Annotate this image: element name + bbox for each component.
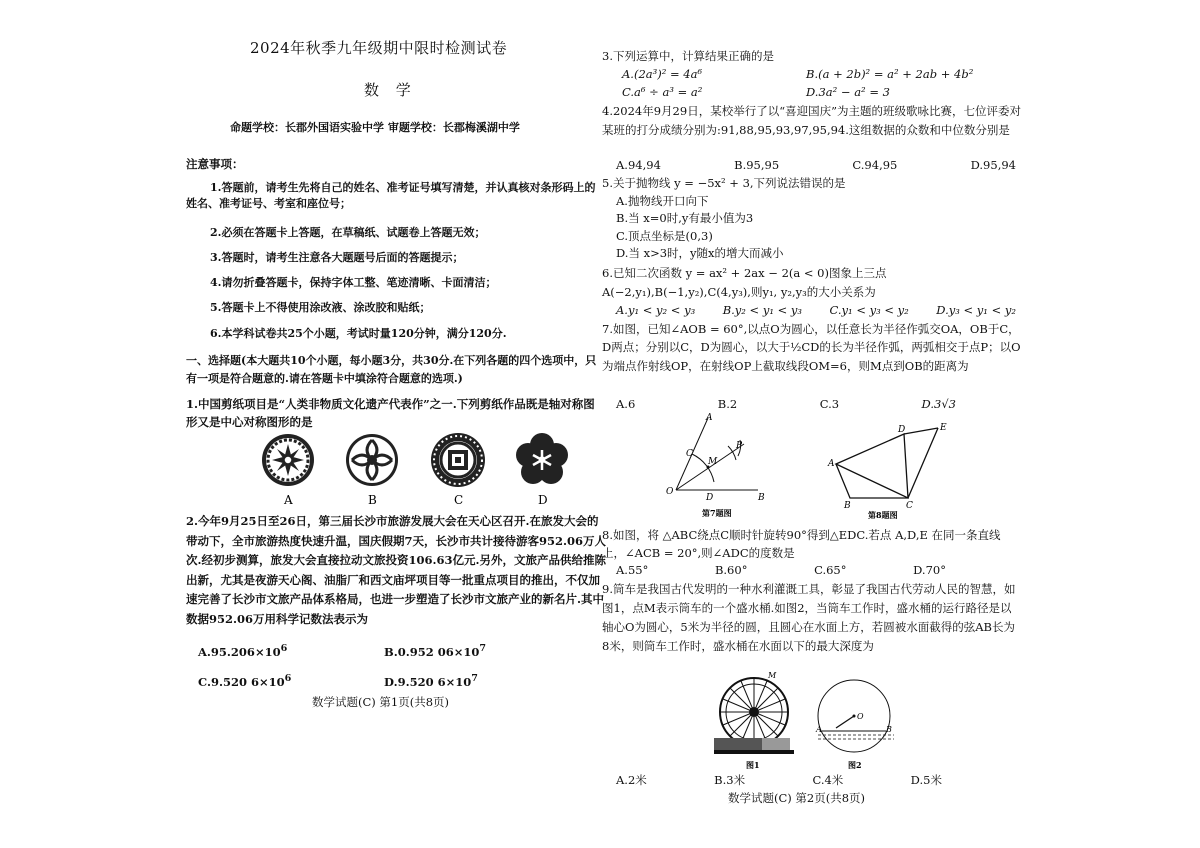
q7-option: A.6 [616,397,636,411]
notice-item: 2.必须在答题卡上答题，在草稿纸、试题卷上答题无效； [210,226,486,239]
q2-option-a: $A.95.206\times 10^6$ [198,643,288,659]
q4-options [616,157,1016,174]
fig-label-c: C [454,493,464,507]
question-8: 8.如图，将 △ABC绕点C顺时针旋转90°得到△EDC.若点 A,D,E 在同一条直线上，∠ACB = 20°,则∠ADC的度数是 [602,528,1001,561]
q8-option: D.70° [913,563,946,577]
q5-option-b: B.当 x=0时,y有最小值为3 [616,211,754,225]
q7-option: C.3 [819,397,840,411]
q3-option-b: B.(a + 2b)² = a² + 2ab + 4b² [806,67,974,81]
paper-cut-c-icon [431,433,485,487]
q8-option: A.55° [616,563,649,577]
water-wheel-icon [714,678,794,754]
paper-cut-b-icon [346,434,398,486]
fig8-caption: 第8题图 [868,510,898,520]
page-footer: 数学试题(C) 第2页(共8页) [728,791,866,805]
q3-option-c: C.a⁶ ÷ a³ = a² [622,85,703,99]
fig7-label: D [706,493,714,503]
fig7-label: M [708,457,718,467]
q2-option-b: B.0.952 $06\times 10^7$ [384,643,487,659]
q8-option: C.65° [814,563,847,577]
q2-option-c: C.9.520 $6\times 10^6$ [198,673,292,689]
question-5: 5.关于抛物线 y = −5x² + 3,下列说法错误的是 [602,176,846,190]
q3-option-a: A.(2a³)² = 4a⁶ [622,67,703,81]
paper-cut-a-icon [262,434,314,486]
fig7-caption: 第7题图 [702,508,732,518]
q5-option-a: A.抛物线开口向下 [616,194,709,208]
notice-item: 3.答题时，请考生注意各大题题号后面的答题提示； [210,251,464,264]
q8-options [616,562,946,579]
fig9-label: M [768,671,777,680]
q5-option-d: D.当 x>3时，y随x的增大而减小 [616,246,784,260]
paper-cut-d-icon [516,433,568,484]
question-3: 3.下列运算中，计算结果正确的是 [602,49,774,63]
fig9-label: O [857,712,864,721]
school-info: 命题学校：长郡外国语实验中学 审题学校：长郡梅溪湖中学 [230,121,520,134]
question-9: 9.筒车是我国古代发明的一种水利灌溉工具，彰显了我国古代劳动人民的智慧，如图1，点M表示筒车的一个盛水桶.如图2，当筒车工作时，盛水桶的运行路径是以轴心O为圆心，5米为半径的圆，且圆心在水面上方，若圆被水面截得的弦AB长为8米，则筒车工作时，盛水桶在水面以下的最大深度为 [602,582,1016,653]
fig8-label: C [906,501,913,511]
fig7-label: A [706,413,713,423]
left-page [186,0,606,848]
section-heading: 一、选择题(本大题共10个小题，每小题3分，共30分.在下列各题的四个选项中，只有一项是符合题意的.请在答题卡中填涂符合题意的选项.) [186,354,597,385]
q7-option: B.2 [717,397,738,411]
fig9-label: B [886,725,892,734]
notice-item: 5.答题卡上不得使用涂改液、涂改胶和贴纸； [210,301,431,314]
q6-options [616,302,1016,319]
paper-cut-figures [246,432,576,508]
circle-diagram [818,680,894,752]
question-2: 2.今年9月25日至26日，第三届长沙市旅游发展大会在天心区召开.在旅发大会的带动下，全市旅游热度快速升温，国庆假期7天，长沙市共计接待游客952.06万人次.经初步测算，旅发大会直接拉动文旅投资106.63亿元.另外，文旅产品供给推陈出新，尤其是夜游天心阁、油脂厂和西文庙坪项目等一批重点项目的推出，不仅加速完善了长沙市文旅产品体系格局，也进一步塑造了长沙市文旅产业的新名片.其中数据952.06万用科学记数法表示为 [186,514,607,626]
q6-option: C.y₁ < y₃ < y₂ [829,303,909,317]
fig7-label: P [736,441,743,451]
q6-option: A.y₁ < y₂ < y₃ [616,303,696,317]
question-1: 1.中国剪纸项目是“人类非物质文化遗产代表作”之一.下列剪纸作品既是轴对称图形又是中心对称图形的是 [186,397,595,429]
q9-option: D.5米 [910,773,942,787]
figure-9 [714,668,904,772]
page-footer: 数学试题(C) 第1页(共8页) [312,695,450,709]
fig-label-d: D [538,493,548,507]
fig9-caption-1: 图1 [746,760,760,770]
exam-title: 2024年秋季九年级期中限时检测试卷 [250,39,508,57]
fig9-label: A [816,725,822,734]
q9-option: B.3米 [714,773,746,787]
q8-option: B.60° [714,563,748,577]
q7-option: D.3√3 [921,397,956,411]
fig8-label: D [898,425,906,435]
fig9-caption-2: 图2 [848,760,862,770]
fig7-label: B [758,493,765,503]
fig7-label: C [686,449,693,459]
fig7-label: O [666,487,674,497]
q9-options [616,772,942,789]
q4-option: B.95,95 [734,158,780,172]
subject-title: 数 学 [364,81,417,99]
q7-options [616,396,956,413]
q9-option: C.4米 [812,773,844,787]
fig-label-b: B [368,493,377,507]
q4-option: D.95,94 [970,158,1016,172]
notice-heading: 注意事项： [186,157,244,171]
q6-option: D.y₃ < y₁ < y₂ [936,303,1016,317]
question-6: 6.已知二次函数 y = ax² + 2ax − 2(a < 0)图象上三点 A(−2,y₁),B(−1,y₂),C(4,y₃),则y₁, y₂,y₃的大小关系为 [602,266,887,299]
q3-option-d: D.3a² − a² = 3 [806,85,890,99]
q5-option-c: C.顶点坐标是(0,3) [616,229,713,243]
figure-7 [662,412,782,520]
fig8-label: A [828,459,835,469]
notice-item: 4.请勿折叠答题卡，保持字体工整、笔迹清晰、卡面清洁； [210,276,497,289]
notice-item: 6.本学科试卷共25个小题，考试时量120分钟，满分120分. [210,327,507,340]
notice-item: 1.答题前，请考生先将自己的姓名、准考证号填写清楚，并认真核对条形码上的姓名、准考证号、考室和座位号； [186,181,596,210]
question-7: 7.如图，已知∠AOB = 60°,以点O为圆心，以任意长为半径作弧交OA，OB于C，D两点；分别以C，D为圆心，以大于½CD的长为半径作弧，两弧相交于点P；以O为端点作射线OP，在射线OP上截取线段OM=6，则M点到OB的距离为 [602,322,1021,373]
right-page [602,0,1024,848]
fig8-label: B [844,501,851,511]
q4-option: C.94,95 [852,158,898,172]
q9-option: A.2米 [616,773,647,787]
question-4: 4.2024年9月29日，某校举行了以“喜迎国庆”为主题的班级歌咏比赛，七位评委对某班的打分成绩分别为:91,88,95,93,97,95,94.这组数据的众数和中位数分别是 [602,104,1021,137]
q2-option-d: D.9.520 $6\times 10^7$ [384,673,478,689]
figure-8 [820,420,960,520]
q4-option: A.94,94 [616,158,661,172]
fig-label-a: A [284,493,293,507]
q6-option: B.y₂ < y₁ < y₃ [722,303,803,317]
fig8-label: E [940,423,947,433]
